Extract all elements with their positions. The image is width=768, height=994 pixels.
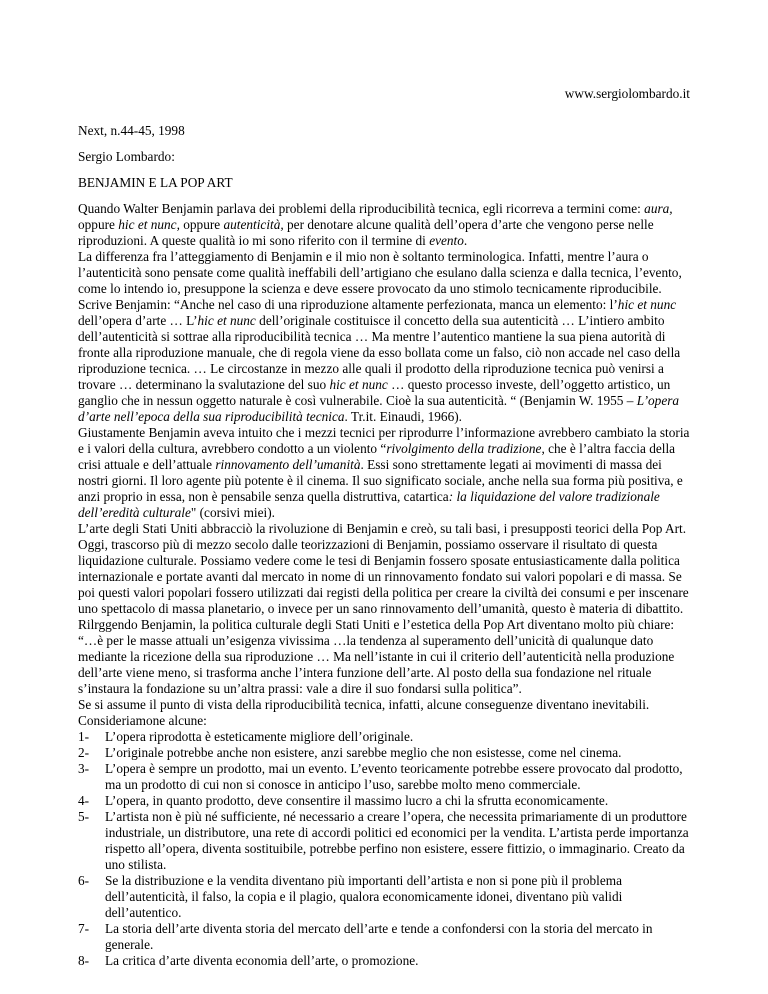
paragraph-5: L’arte degli Stati Uniti abbracciò la rivoluzione di Benjamin e creò, su tali basi, i presupposti teorici della Pop Art. Oggi, trascorso più di mezzo secolo dalle teorizzazioni di Benjamin, possiamo osservare il risultato di questa liquidazione culturale. Possiamo vedere come le tesi di Benjamin fossero sposate entusiasticamente dalla politica internazionale e portate avanti dal mercato in nome di un rinnovamento fondato sui valori popolari e di massa. Se poi questi valori popolari fossero utilizzati dai registi della politica per creare la civiltà dei consumi e per inscenare uno spettacolo di massa planetario, o invece per un sano rinnovamento dell’umanità, questo è materia di dibattito. bbox=[78, 521, 689, 616]
list-item bbox=[78, 873, 690, 921]
italic-term: : la liquidazione del valore tradizionale dell’eredità culturale bbox=[78, 489, 660, 520]
list-item-text: L’opera è sempre un prodotto, mai un evento. L’evento teoricamente potrebbe essere provocato dal prodotto, ma un prodotto di cui non si conosce in anticipo l’uso, sarebbe molto meno commerciale. bbox=[105, 761, 683, 792]
list-number: 1- bbox=[78, 729, 90, 744]
list-number: 8- bbox=[78, 953, 90, 968]
paragraph-4 bbox=[78, 425, 690, 521]
list-item-text: L’artista non è più né sufficiente, né necessario a creare l’opera, che necessita primariamente di un produttore industriale, un distributore, una rete di accordi politici ed economici per la vendita. L’artista perde importanza rispetto all’opera, diventa sostituibile, potrebbe perfino non esistere, essere fittizio, o immaginario. Creato da uno stilista. bbox=[105, 809, 689, 872]
list-item-text: L’opera riprodotta è esteticamente migliore dell’originale. bbox=[105, 729, 414, 744]
paragraph-3 bbox=[78, 297, 690, 425]
author-name: Sergio Lombardo: bbox=[78, 149, 175, 164]
text-run: " (corsivi miei). bbox=[190, 505, 275, 520]
italic-term: hic et nunc, bbox=[118, 217, 180, 232]
italic-term: evento bbox=[429, 233, 464, 248]
list-item-text: La critica d’arte diventa economia dell’arte, o promozione. bbox=[105, 953, 419, 968]
list-number: 3- bbox=[78, 761, 90, 776]
italic-term: rinnovamento dell’umanità bbox=[215, 457, 361, 472]
list-item bbox=[78, 729, 690, 745]
text-run: . bbox=[463, 233, 468, 248]
list-item-text: La storia dell’arte diventa storia del mercato dell’arte e tende a confondersi con la storia del mercato in generale. bbox=[105, 921, 653, 952]
text-run: per denotare alcune qualità dell’opera d’arte che vengono perse nelle riproduzioni. A queste qualità io mi sono riferito con il termine di bbox=[78, 217, 654, 248]
list-number: 6- bbox=[78, 873, 90, 888]
italic-book-title: L’opera d’arte nell’epoca della sua riproducibilità tecnica bbox=[78, 393, 680, 424]
italic-term: hic et nunc bbox=[617, 297, 677, 312]
text-run: oppure bbox=[179, 217, 224, 232]
italic-term: rivolgimento della tradizione bbox=[386, 441, 542, 456]
text-run: , che è l’altra faccia della crisi attuale e dell’attuale bbox=[78, 441, 676, 472]
website-header: www.sergiolombardo.it bbox=[564, 86, 690, 101]
paragraph-6: Rilrggendo Benjamin, la politica culturale degli Stati Uniti e l’estetica della Pop Art diventano molto più chiare: “…è per le masse attuali un’esigenza vivissima …la tendenza al superamento dell’unicità di qualunque dato mediante la ricezione della sua riproduzione … Ma nell’istante in cui il criterio dell’autenticità nella produzione dell’arte viene meno, si trasforma anche l’intera funzione dell’arte. Al posto della sua fondazione nel rituale s’instaura la fondazione su un’altra prassi: vale a dire il suo fondarsi sulla politica”. bbox=[78, 617, 675, 696]
publication-info: Next, n.44-45, 1998 bbox=[78, 123, 185, 138]
text-run: … questo processo investe, dell’oggetto artistico, un ganglio che in nessun oggetto naturale è così vulnerabile. Cioè la sua autenticità. “ (Benjamin W. 1955 – bbox=[78, 377, 671, 408]
italic-term: hic et nunc bbox=[197, 313, 256, 328]
text-run: . Tr.it. Einaudi, 1966). bbox=[344, 409, 462, 424]
list-item-text: L’originale potrebbe anche non esistere, anzi sarebbe meglio che non esistesse, come nel cinema. bbox=[105, 745, 622, 760]
text-run: oppure bbox=[78, 217, 119, 232]
list-item bbox=[78, 953, 690, 969]
italic-term: autenticità, bbox=[223, 217, 284, 232]
list-number: 5- bbox=[78, 809, 90, 824]
list-number: 7- bbox=[78, 921, 90, 936]
text-run: . Essi sono strettamente legati ai movimenti di massa dei nostri giorni. Il loro agente più potente è il cinema. Il suo significato sociale, anche nella sua forma più positiva, e anzi proprio in essa, non è pensabile senza quella distruttiva, catartica bbox=[78, 457, 683, 504]
text-run: Quando Walter Benjamin parlava dei problemi della riproducibilità tecnica, egli ricorreva a termini come: bbox=[78, 201, 645, 216]
paragraph-7: Se si assume il punto di vista della riproducibilità tecnica, infatti, alcune conseguenze diventano inevitabili. Consideriamone alcune: bbox=[78, 697, 650, 728]
list-number: 2- bbox=[78, 745, 90, 760]
list-item-text: Se la distribuzione e la vendita diventano più importanti dell’artista e non si pone più il problema dell’autenticità, il falso, la copia e il plagio, qualora economicamente idonei, diventano più validi dell’autentico. bbox=[105, 873, 623, 920]
list-item-text: L’opera, in quanto prodotto, deve consentire il massimo lucro a chi la sfrutta economicamente. bbox=[105, 793, 609, 808]
text-run: Scrive Benjamin: “Anche nel caso di una riproduzione altamente perfezionata, manca un elemento: l’ bbox=[78, 297, 618, 312]
list-item bbox=[78, 761, 690, 793]
article-title: BENJAMIN E LA POP ART bbox=[78, 175, 233, 190]
list-item bbox=[78, 921, 690, 953]
article-body bbox=[78, 201, 690, 969]
list-item bbox=[78, 809, 690, 873]
text-run: dell’originale costituisce il concetto della sua autenticità … L’intiero ambito dell’autenticità si sottrae alla riproducibilità tecnica … Ma mentre l’autentico mantiene la sua piena autorità di fronte alla riproduzione manuale, che di regola viene da esso bollata come un falso, ciò non accade nel caso della riproduzione tecnica. … Le circostanze in mezzo alle quali il prodotto della riproduzione tecnica può venirsi a trovare … determinano la svalutazione del suo bbox=[78, 313, 681, 392]
list-item bbox=[78, 745, 690, 761]
paragraph-2: La differenza fra l’atteggiamento di Benjamin e il mio non è soltanto terminologica. Infatti, mentre l’aura o l’autenticità sono pensate come qualità ineffabili dell’artigiano che esulano dalla scienza e dalla tecnica, l’evento, come lo intendo io, presuppone la scienza e deve essere provocato da uno stimolo tecnicamente riproducibile. bbox=[78, 249, 682, 296]
paragraph-1 bbox=[78, 201, 690, 249]
consequences-list bbox=[78, 729, 690, 969]
list-number: 4- bbox=[78, 793, 90, 808]
italic-term: hic et nunc bbox=[329, 377, 388, 392]
text-run: dell’opera d’arte … L’ bbox=[78, 313, 198, 328]
italic-term: aura, bbox=[644, 201, 673, 216]
list-item bbox=[78, 793, 690, 809]
text-run: Giustamente Benjamin aveva intuito che i mezzi tecnici per riprodurre l’informazione avrebbero cambiato la storia e i valori della cultura, avrebbero condotto a un violento “ bbox=[78, 425, 690, 456]
